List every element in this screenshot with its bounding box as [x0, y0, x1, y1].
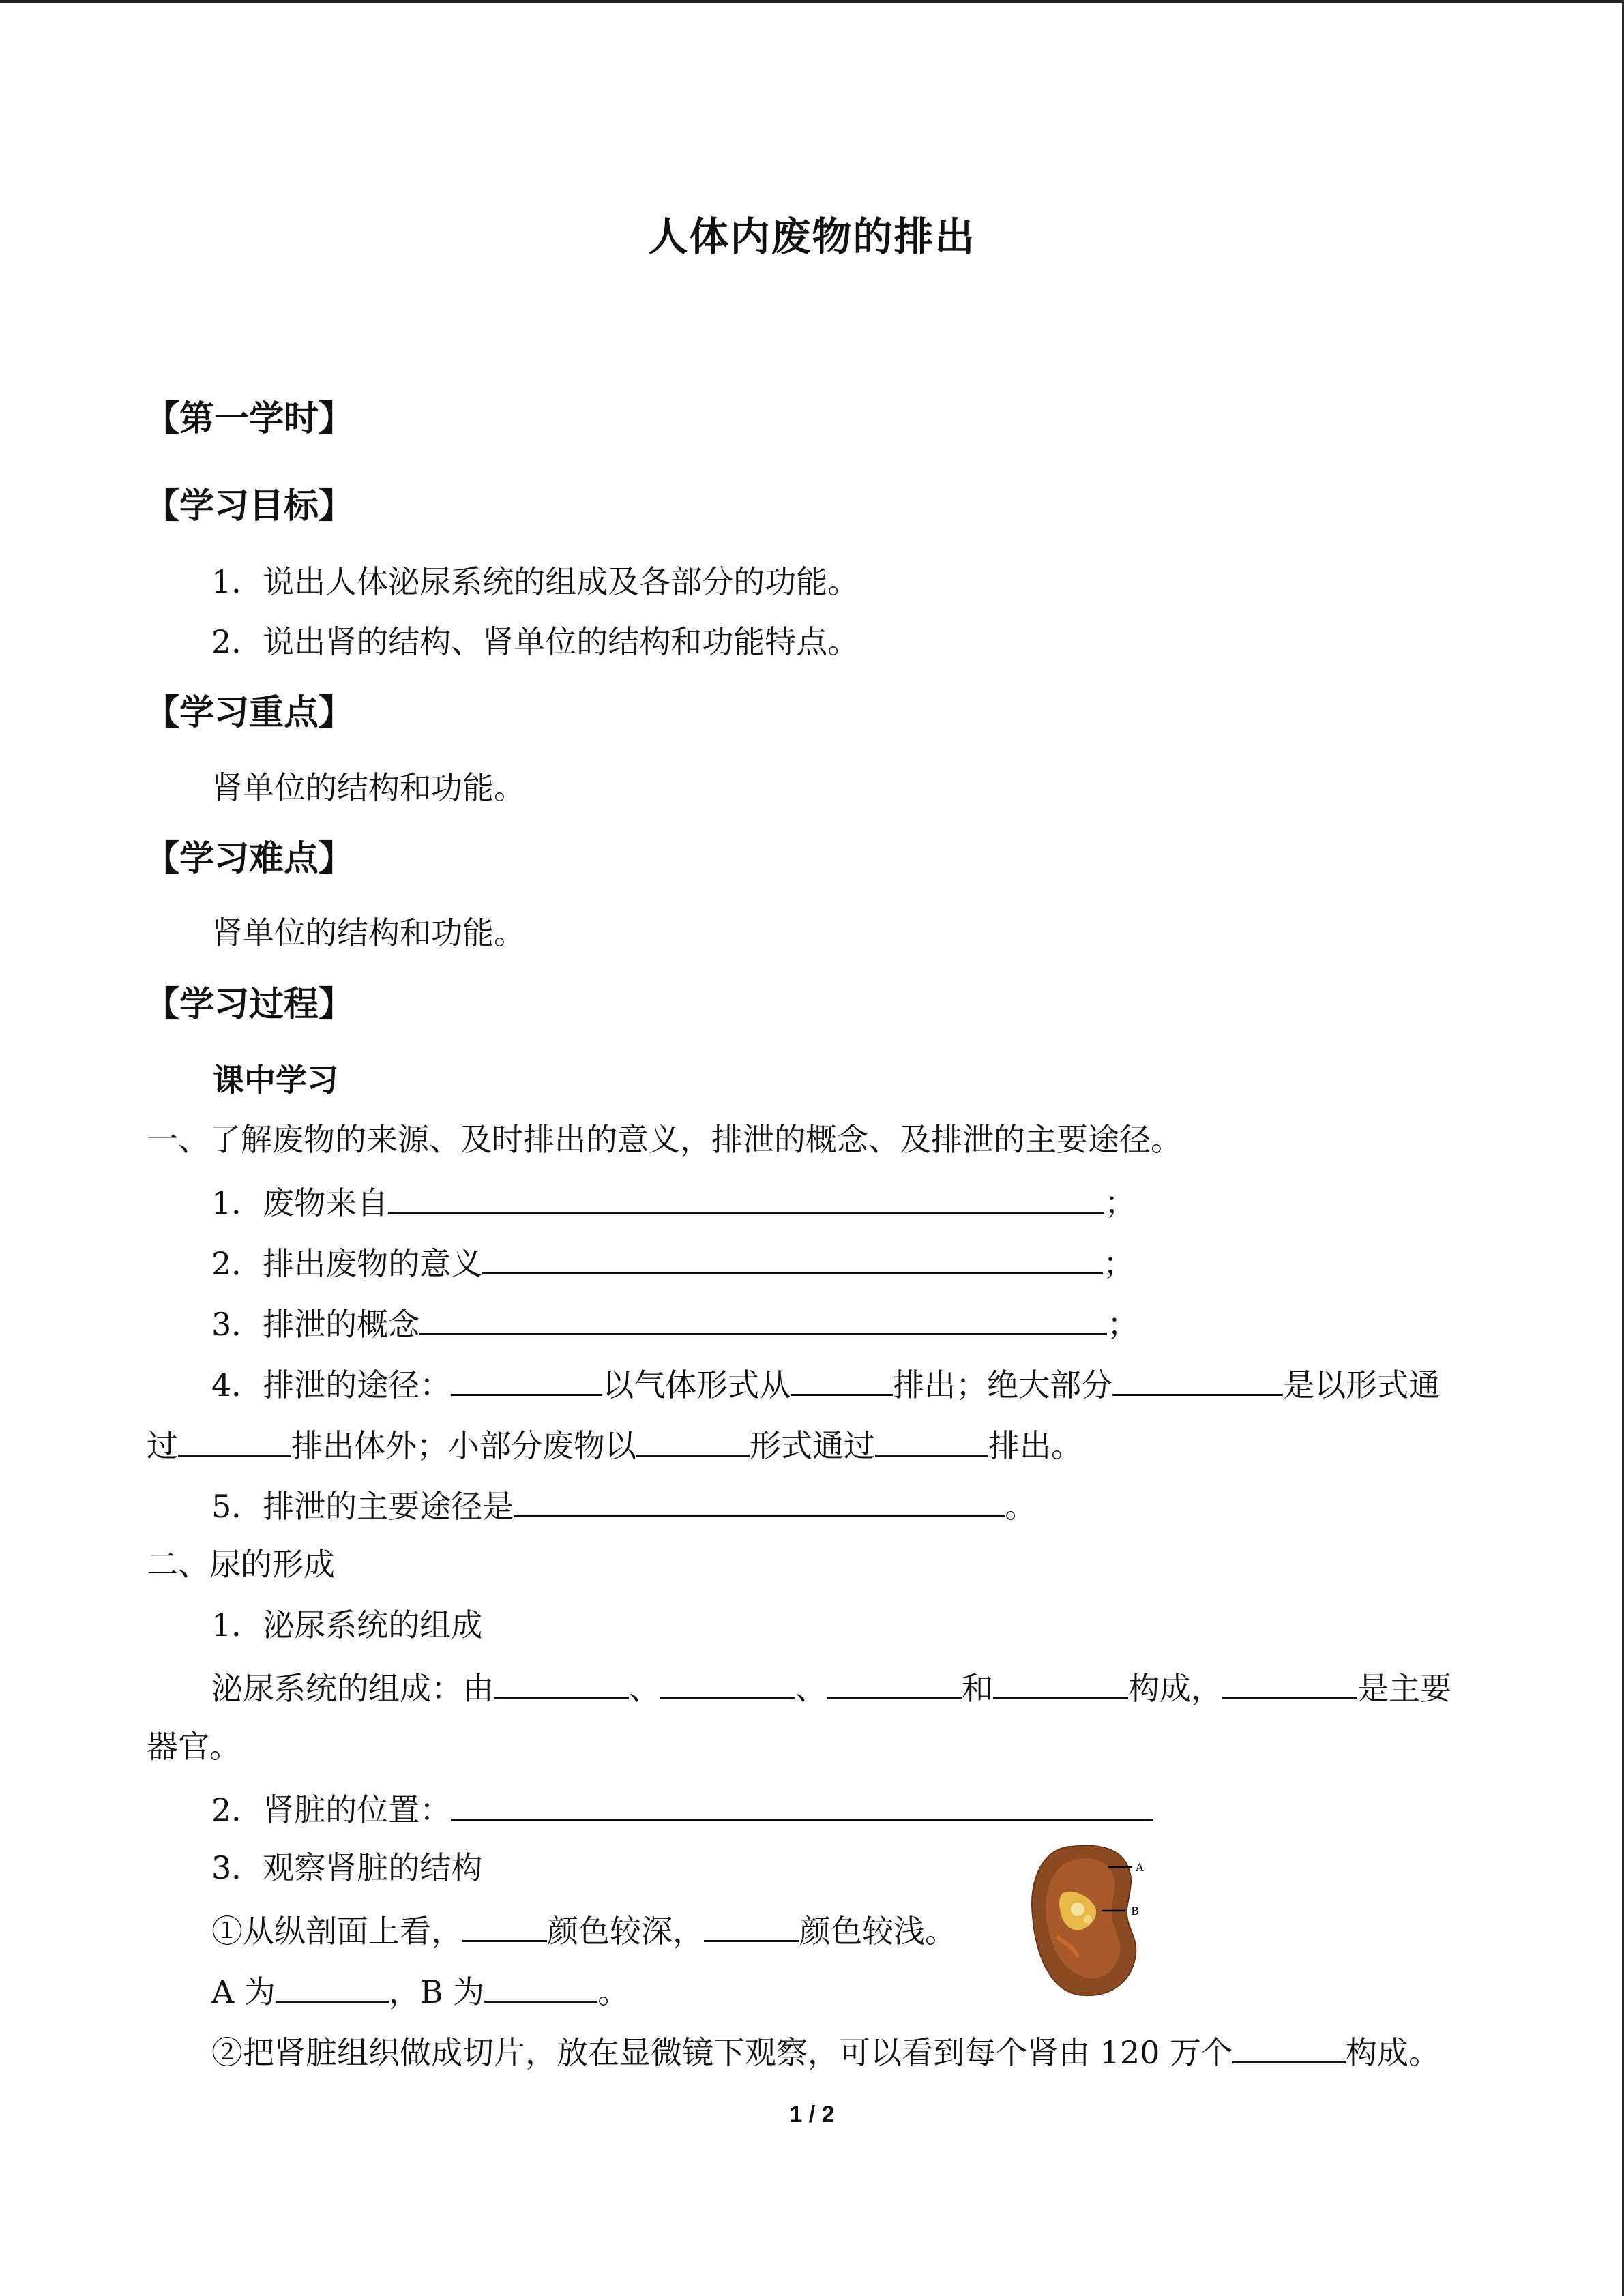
question-text: 是主要: [1357, 1670, 1451, 1707]
objective-2: 2．说出肾的结构、肾单位的结构和功能特点。: [211, 623, 859, 660]
key-point-text: 肾单位的结构和功能。: [211, 769, 525, 806]
answer-blank[interactable]: [178, 1425, 291, 1457]
question-text: 构成，: [1128, 1670, 1222, 1707]
heading-key-points: 【学习重点】: [145, 693, 354, 733]
difficulty-text: 肾单位的结构和功能。: [211, 914, 525, 951]
page-number: 1 / 2: [789, 2102, 835, 2128]
section1-title: 一、了解废物的来源、及时排出的意义，排泄的概念、及排泄的主要途径。: [147, 1121, 1182, 1158]
subsection-observe-kidney: 3．观察肾脏的结构: [211, 1849, 483, 1886]
objective-1: 1．说出人体泌尿系统的组成及各部分的功能。: [211, 563, 859, 600]
question-label-ab: [211, 1971, 629, 2011]
kidney-pelvis-highlight: [1084, 1915, 1092, 1924]
answer-blank[interactable]: [791, 1364, 893, 1396]
question-text: 颜色较深，: [547, 1913, 704, 1950]
answer-blank[interactable]: [875, 1425, 988, 1457]
question-text: 形式通过: [750, 1427, 875, 1464]
question-kidney-position: [211, 1789, 1153, 1829]
question-text: 排出体外；小部分废物以: [291, 1427, 636, 1464]
label-a: A: [1136, 1861, 1144, 1874]
answer-blank[interactable]: [451, 1789, 1153, 1821]
answer-blank[interactable]: [276, 1971, 389, 2003]
punctuation: ；: [1107, 1306, 1139, 1343]
question-label: 1．废物来自: [211, 1184, 389, 1221]
answer-blank[interactable]: [514, 1485, 1005, 1517]
question-text: 以气体形式从: [602, 1367, 791, 1403]
answer-blank[interactable]: [484, 1971, 597, 2003]
question-label: A 为: [211, 1973, 276, 2010]
punctuation: 、: [795, 1670, 827, 1707]
question-text: ，B 为: [388, 1973, 485, 2010]
question-label: 2．排出废物的意义: [211, 1245, 483, 1282]
answer-blank[interactable]: [388, 1182, 1104, 1214]
question-label: 5．排泄的主要途径是: [211, 1488, 514, 1525]
question-label: ①从纵剖面上看，: [211, 1913, 462, 1950]
answer-blank[interactable]: [482, 1242, 1103, 1274]
answer-blank[interactable]: [494, 1667, 629, 1699]
punctuation: 。: [1005, 1488, 1037, 1525]
answer-blank[interactable]: [636, 1425, 750, 1457]
answer-blank[interactable]: [704, 1910, 799, 1942]
answer-blank[interactable]: [1112, 1364, 1283, 1396]
answer-blank[interactable]: [993, 1667, 1128, 1699]
question-text: 和: [962, 1670, 993, 1707]
punctuation: 、: [629, 1670, 660, 1707]
question-excretion-routes: [211, 1364, 1440, 1404]
question-urinary-composition-cont: 器官。: [147, 1728, 241, 1765]
heading-difficulties: 【学习难点】: [145, 839, 354, 879]
label-b: B: [1131, 1905, 1139, 1918]
question-waste-meaning: [211, 1242, 1134, 1283]
subsection-urinary-system: 1．泌尿系统的组成: [211, 1607, 483, 1643]
answer-blank[interactable]: [451, 1364, 602, 1396]
punctuation: ；: [1104, 1184, 1136, 1221]
page-title: 人体内废物的排出: [648, 213, 976, 260]
question-kidney-section: [211, 1910, 956, 1950]
question-text: 是以形式通: [1283, 1367, 1441, 1403]
question-text: 颜色较浅。: [799, 1913, 956, 1950]
punctuation: 。: [597, 1973, 630, 2010]
question-urinary-composition: [211, 1667, 1451, 1708]
answer-blank[interactable]: [1232, 2031, 1346, 2063]
answer-blank[interactable]: [1222, 1667, 1357, 1699]
question-text: 构成。: [1346, 2034, 1441, 2071]
question-nephron: [211, 2031, 1440, 2072]
question-label: ②把肾脏组织做成切片，放在显微镜下观察，可以看到每个肾由 120 万个: [211, 2034, 1233, 2071]
question-text: 排出；绝大部分: [893, 1367, 1113, 1403]
answer-blank[interactable]: [827, 1667, 962, 1699]
heading-lesson: 【第一学时】: [145, 399, 354, 439]
punctuation: ；: [1103, 1245, 1135, 1282]
question-waste-source: [211, 1182, 1136, 1222]
kidney-cross-section-figure: [1023, 1841, 1160, 1998]
class-study-label: 课中学习: [213, 1062, 338, 1099]
question-text: 过: [147, 1427, 178, 1464]
answer-blank[interactable]: [660, 1667, 795, 1699]
heading-objectives: 【学习目标】: [145, 486, 354, 526]
question-label: 泌尿系统的组成：由: [211, 1670, 494, 1707]
kidney-pelvis-highlight: [1071, 1903, 1084, 1916]
question-label: 4．排泄的途径：: [211, 1367, 452, 1403]
question-excretion-routes-cont: [147, 1425, 1082, 1465]
question-main-route: [211, 1485, 1036, 1525]
question-text: 排出。: [988, 1427, 1082, 1464]
question-label: 2．肾脏的位置：: [211, 1791, 452, 1828]
answer-blank[interactable]: [419, 1303, 1107, 1335]
question-label: 3．排泄的概念: [211, 1306, 420, 1343]
answer-blank[interactable]: [462, 1910, 547, 1942]
heading-process: 【学习过程】: [145, 985, 354, 1025]
question-excretion-concept: [211, 1303, 1138, 1343]
section2-title: 二、尿的形成: [147, 1546, 335, 1583]
